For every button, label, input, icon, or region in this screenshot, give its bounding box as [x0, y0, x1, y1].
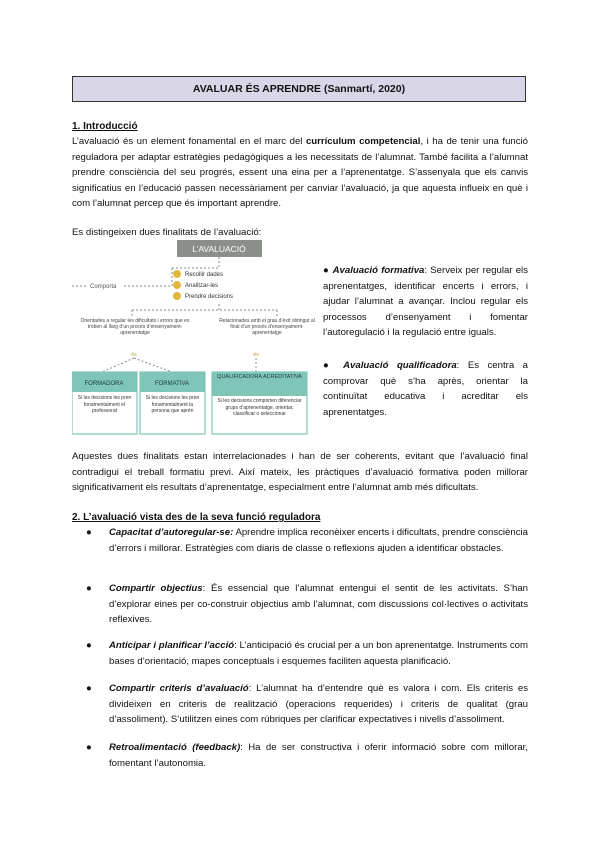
coherence-paragraph: Aquestes dues finalitats estan interrelacionades i han de ser coherents, evitant que l’avaluació final contradigui el treball formatiu previ. Així mateix, les pràctiques d’avaluació formativa poden millorar significativament els resultats d’aprenentatge, especialment entre l’alumnat amb més dificultats. [72, 451, 528, 493]
section-1-heading: 1. Introducció [72, 121, 138, 132]
svg-text:FORMATIVA: FORMATIVA [154, 381, 190, 387]
formativa-description: ● Avaluació formativa: Serveix per regular els aprenentatges, identificar encerts i errors, i ajudar l’alumnat a avançar. Inclou regular els processos d’ensenyament i fomentar l’autoregulació i la regulació entre iguals. [323, 265, 528, 338]
diagram-comporta: Comporta [90, 284, 117, 290]
diagram-right-note: Relacionades amb el grau d’èxit obtingut al final d’un procés d’ensenyament-aprenentatge [219, 318, 315, 336]
diagram-item: Analitzar-les [185, 283, 219, 289]
document-title: AVALUAR ÉS APRENDRE (Sanmartí, 2020) [72, 76, 526, 102]
diagram-item: Recollir dades [185, 272, 224, 278]
diagram-es-left: és [131, 352, 137, 358]
check-icon [173, 281, 181, 289]
box-formadora: FORMADORA Si les decisions les pren fonamentalment el professorat [72, 372, 137, 434]
diagram-left-note: Orientades a regular les dificultats i errors que es troben al llarg d’un procés d’ensenyament-aprenentatge [80, 318, 190, 336]
bullet-anticipar: ● Anticipar i planificar l’acció: L’anticipació és crucial per a un bon aprenentatge. Instruments com bases d’orientació, mapes conceptuals i esquemes faciliten aquesta planificació. [86, 640, 528, 667]
diagram-item: Prendre decisions [185, 294, 234, 300]
box-qualificadora: QUALIFICADORA ACREDITATIVA Si les decisions comporten diferenciar grups d’aprenentatge, orientar, classificar o seleccionar [212, 372, 307, 434]
section-2-heading: 2. L’avaluació vista des de la seva funció reguladora [72, 512, 321, 523]
diagram-header: L’AVALUACIÓ [192, 244, 246, 254]
bullet-objectius: ● Compartir objectius: És essencial que l’alumnat entengui el sentit de les activitats. S’han d’explorar eines per co-construir objectius amb l’alumnat, com discussions col·lectives o activitats reflexives. [86, 583, 528, 625]
checklist [173, 270, 233, 300]
evaluation-diagram [72, 238, 317, 438]
qualificadora-description: ● Avaluació qualificadora: Es centra a comprovar què s’ha après, orientar la continuïtat educativa i acreditar els aprenentatges. [323, 360, 528, 418]
bullet-autoregular: ● Capacitat d’autoregular-se: Aprendre implica reconèixer encerts i dificultats, prendre consciència d’errors i millorar. Estratègies com diaris de classe o reflexions ajuden a identificar obstacles. [86, 527, 528, 554]
intro-paragraph: L’avaluació és un element fonamental en el marc del currículum competencial, i ha de tenir una funció reguladora per adaptar estratègies pedagògiques a les necessitats de l’alumnat. També facilita a l’alumnat prendre consciència del seu progrés, essent una eina per a l’aprenentatge. S’assenyala que els canvis significatius en l’educació passen necessàriament per canviar l’avaluació, ja que aquesta influeix en què i com l’alumnat percep que és important aprendre. [72, 136, 529, 209]
check-icon [173, 292, 181, 300]
check-icon [173, 270, 181, 278]
diagram-es-right: és [253, 352, 259, 358]
finalities-intro: Es distingeixen dues finalitats de l’avaluació: [72, 227, 262, 238]
bullet-criteris: ● Compartir criteris d’avaluació: L’alumnat ha d’entendre què es valora i com. Els criteris es divideixen en criteris de realització (operacions requerides) i criteris de qualitat (grau d’assoliment). S’utilitzen eines com rúbriques per clarificar expectatives i nivells d’assoliment. [86, 683, 528, 725]
svg-text:FORMADORA: FORMADORA [84, 381, 124, 387]
box-formativa: FORMATIVA Si les decisions les pren fonamentalment la persona que aprèn [140, 372, 205, 434]
bullet-feedback: ● Retroalimentació (feedback): Ha de ser constructiva i oferir informació sobre com millorar, fomentant l’autonomia. [86, 742, 528, 769]
